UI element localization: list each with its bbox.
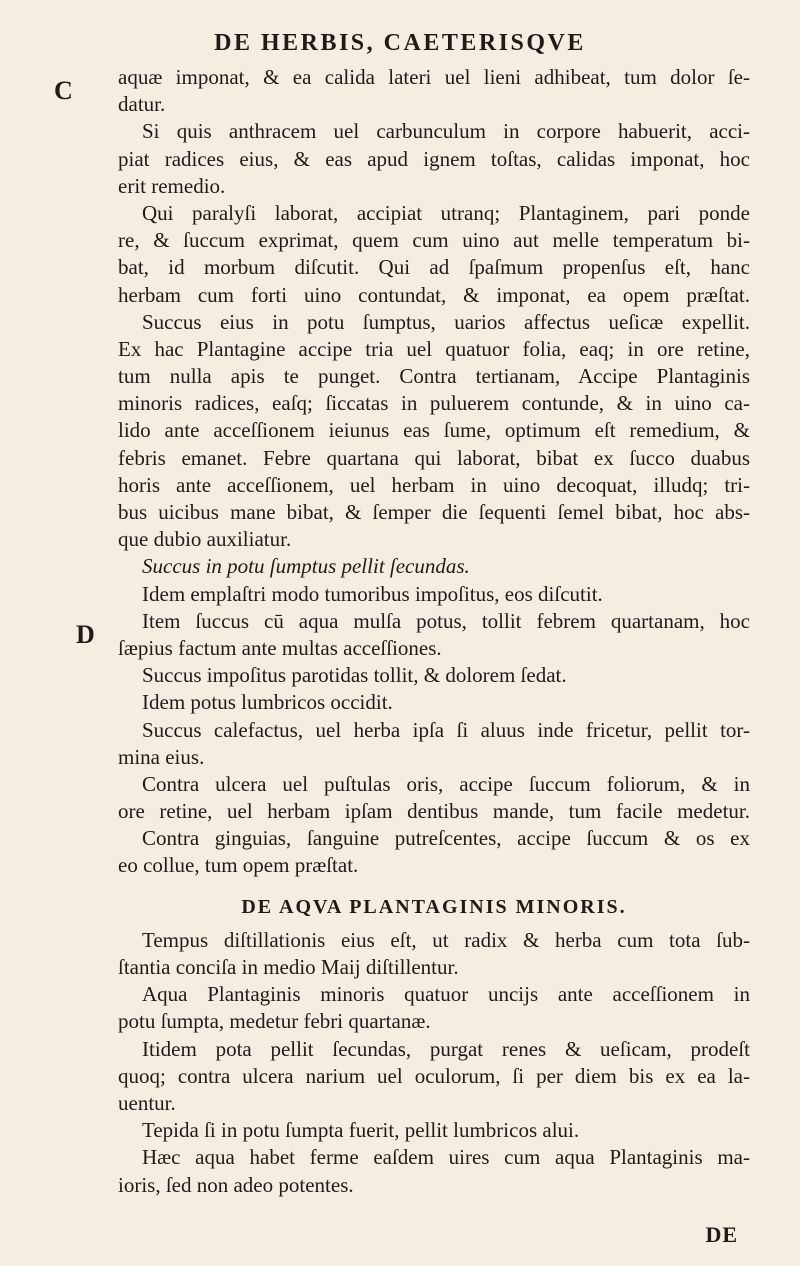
catchword: DE [705,1222,738,1247]
text-line: tum nulla apis te punget. Contra tertianam, Accipe Plantaginis [118,364,750,389]
text-line: Contra ginguias, ſanguine putreſcentes, accipe ſuccum & os ex [142,826,750,851]
text-line: Succus impoſitus parotidas tollit, & dolorem ſedat. [142,663,567,688]
text-line: erit remedio. [118,173,226,198]
section-heading: DE AQVA PLANTAGINIS MINORIS. [241,895,627,918]
body-text [118,64,750,1199]
text-line: re, & ſuccum exprimat, quem cum uino aut melle temperatum bi- [118,228,750,253]
text-line: Contra ulcera uel puſtulas oris, accipe ſuccum foliorum, & in [142,771,750,796]
text-line: Succus calefactus, uel herba ipſa ſi aluus inde fricetur, pellit tor- [142,717,750,742]
text-line: Hæc aqua habet ferme eaſdem uires cum aqua Plantaginis ma- [142,1145,750,1170]
text-line: horis ante acceſſionem, uel herbam in uino decoquat, illudq; tri- [118,472,750,497]
text-line: Si quis anthracem uel carbunculum in corpore habuerit, acci- [142,119,750,144]
text-line: Qui paralyſi laborat, accipiat utranq; Plantaginem, pari ponde [142,200,750,225]
text-line: piat radices eius, & eas apud ignem toſtas, calidas imponat, hoc [118,146,750,171]
text-line: Itidem pota pellit ſecundas, purgat renes & ueſicam, prodeſt [142,1036,750,1061]
running-header: DE HERBIS, CAETERISQVE [214,30,586,56]
text-line: Succus in potu ſumptus pellit ſecundas. [142,554,470,579]
margin-letter-c: C [54,76,73,105]
text-line: lido ante acceſſionem ieiunus eas ſume, optimum eſt remedium, & [118,418,750,443]
text-line: quoq; contra ulcera narium uel oculorum, ſi per diem bis ex ea la- [118,1063,750,1088]
text-line: Idem emplaſtri modo tumoribus impoſitus, eos diſcutit. [142,581,603,606]
text-line: febris emanet. Febre quartana qui laborat, bibat ex ſucco duabus [118,445,750,470]
text-line: bus uicibus mane bibat, & ſemper die ſequenti ſemel bibat, hoc abs- [118,500,750,524]
text-line: Tepida ſi in potu ſumpta fuerit, pellit lumbricos alui. [142,1118,580,1143]
text-line: Idem potus lumbricos occidit. [142,690,393,715]
text-line: datur. [118,92,166,117]
text-line: Succus eius in potu ſumptus, uarios affectus ueſicæ expellit. [142,309,750,334]
text-line: Tempus diſtillationis eius eſt, ut radix & herba cum tota ſub- [142,927,750,952]
text-line: herbam cum forti uino contundat, & imponat, ea opem præſtat. [118,282,750,307]
text-line: mina eius. [118,744,205,769]
text-line: bat, id morbum diſcutit. Qui ad ſpaſmum propenſus eſt, hanc [118,255,750,280]
text-line: ſtantia conciſa in medio Maij diſtillentur. [118,955,459,979]
margin-letter-d: D [76,620,95,649]
text-line: Item ſuccus cū aqua mulſa potus, tollit febrem quartanam, hoc [142,608,750,633]
text-line: ſæpius factum ante multas acceſſiones. [118,635,442,660]
text-line: Aqua Plantaginis minoris quatuor uncijs ante acceſſionem in [142,982,750,1007]
text-line: ore retine, uel herbam ipſam dentibus mande, tum facile medetur. [118,799,750,824]
text-line: que dubio auxiliatur. [118,527,292,552]
text-line: aquæ imponat, & ea calida lateri uel lieni adhibeat, tum dolor ſe- [118,65,750,89]
text-line: potu ſumpta, medetur febri quartanæ. [118,1009,431,1034]
text-line: Ex hac Plantagine accipe tria uel quatuor folia, eaq; in ore retine, [118,336,750,361]
text-line: minoris radices, eaſq; ſiccatas in puluerem contunde, & in uino ca- [118,391,750,416]
text-line: eo collue, tum opem præſtat. [118,853,359,878]
text-line: uentur. [118,1090,176,1115]
text-line: ioris, ſed non adeo potentes. [118,1172,354,1197]
